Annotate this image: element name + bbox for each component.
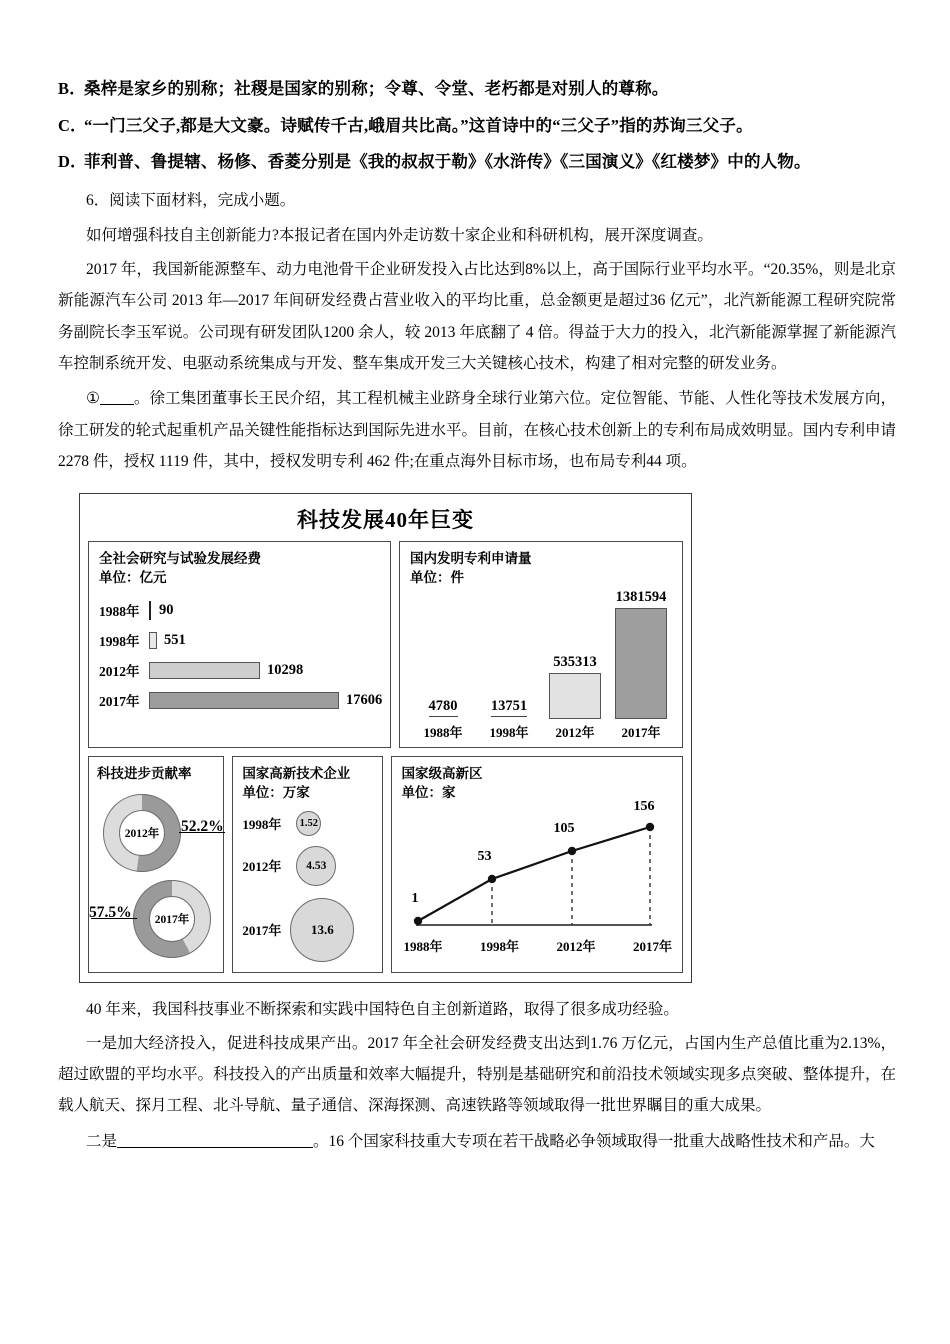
bar-column [476, 589, 542, 719]
axis-tick-label: 2012年 [556, 938, 596, 954]
bar-value-label: 4780 [429, 698, 458, 717]
bubble-shape [296, 811, 321, 836]
axis-tick-label: 1988年 [423, 725, 463, 741]
chart-patent-applications-unit: 单位：件 [410, 569, 464, 585]
bar-value-label: 13751 [491, 698, 527, 717]
chart-tech-contribution-rate-title: 科技进步贡献率 [97, 766, 192, 782]
infographic-top-row [88, 541, 683, 748]
bar-value-label: 90 [159, 601, 174, 618]
bubble-value-label: 13.6 [310, 921, 334, 937]
chart-patent-applications-header [410, 550, 674, 587]
bar-value-label: 10298 [267, 661, 304, 678]
chart-rd-expenditure-title: 全社会研究与试验发展经费 [99, 551, 261, 567]
choice-letter-d: D． [58, 152, 87, 172]
bar-value-label: 551 [164, 631, 186, 648]
bar-shape [149, 662, 260, 679]
infographic-bottom-row [88, 756, 683, 973]
bar-column [410, 589, 476, 719]
chart-national-hightech-zones-plot [402, 798, 674, 955]
chart-patent-applications-axis-labels [410, 722, 674, 741]
bar-column [608, 589, 674, 719]
chart-rd-expenditure-bars [99, 596, 381, 714]
chart-national-hightech-zones-unit: 单位：家 [401, 785, 456, 801]
bar-row [99, 596, 381, 624]
bubble-shape [296, 846, 336, 886]
point-value-label: 156 [633, 798, 655, 814]
bubble-year-label: 2017年 [242, 923, 282, 939]
fill-in-blank-1[interactable] [100, 389, 134, 406]
paragraph-xugong [58, 383, 896, 477]
bar-row [99, 686, 381, 714]
axis-tick-label: 1998年 [480, 938, 520, 954]
bar-category-label: 1998年 [99, 634, 140, 650]
paragraph-xugong-text: 。徐工集团董事长王民介绍，其工程机械主业跻身全球行业第六位。定位智能、节能、人性化等技术发展方向，徐工研发的轮式起重机产品关键性能指标达到国际先进水平。目前，在核心技术创新上的专利布局成效明显。国内专利申请2278 件，授权 1119 件，其中，授权发明专利 462 件;在重点海外目标市场，也布局专利44 项。 [58, 390, 896, 470]
line-chart-svg [402, 805, 674, 955]
donut-center-label-2017: 2017年 [149, 896, 195, 942]
choice-text-c: “一门三父子,都是大文豪。诗赋传千古,峨眉共比高。”这首诗中的“三父子”指的苏询三父子。 [84, 115, 753, 135]
axis-tick-label: 2012年 [555, 725, 595, 741]
axis-tick-label: 1998年 [489, 725, 529, 741]
axis-tick-label: 1988年 [403, 938, 443, 954]
chart-tech-contribution-rate [88, 756, 224, 973]
chart-patent-applications [399, 541, 683, 748]
choice-option-c[interactable] [58, 113, 896, 139]
bubble-year-label: 1998年 [242, 816, 282, 832]
second-experience-prefix: 二是 [86, 1132, 118, 1150]
bar-column [542, 589, 608, 719]
chart-tech-contribution-rate-header [97, 765, 217, 784]
choice-letter-b: B． [58, 79, 86, 98]
bar-category-label: 2017年 [99, 694, 140, 710]
choice-option-d[interactable] [58, 149, 896, 175]
bar-value-label: 1381594 [615, 589, 667, 606]
bar-shape [149, 601, 152, 620]
page-content [58, 76, 896, 1161]
bar-category-label: 2012年 [99, 664, 140, 680]
point-value-label: 53 [477, 848, 492, 864]
bar-shape [149, 692, 339, 709]
blank-marker-1: ① [86, 390, 100, 408]
paragraph-2017-investment: 2017 年，我国新能源整车、动力电池骨干企业研发投入占比达到8%以上，高于国际行业平均水平。“20.35%，则是北京新能源汽车公司 2013 年—2017 年间研发经费占营业收入的平均比重，总金额更是超过36 亿元”，北汽新能源工程研究院常务副院长李玉军说。公司现有研发团队1200 余人，较 2013 年底翻了 4 倍。得益于大力的投入，北汽新能源掌握了新能源汽车控制系统开发、电驱动系统集成与开发、整车集成开发三大关键核心技术，构建了相对完整的研发业务。 [58, 261, 896, 373]
chart-patent-applications-title: 国内发明专利申请量 [410, 551, 532, 567]
paragraph-intro: 如何增强科技自主创新能力?本报记者在国内外走访数十家企业和科研机构，展开深度调查。 [86, 227, 713, 245]
chart-hightech-enterprises [232, 756, 382, 973]
chart-national-hightech-zones [391, 756, 683, 973]
chart-national-hightech-zones-title: 国家级高新区 [401, 766, 483, 782]
donut-2017 [133, 880, 211, 958]
chart-hightech-enterprises-unit: 单位：万家 [242, 785, 310, 801]
point-value-label: 1 [411, 890, 419, 906]
choice-letter-c: C． [58, 115, 87, 135]
paragraph-first-experience: 一是加大经济投入，促进科技成果产出。2017 年全社会研发经费支出达到1.76 万亿元，占国内生产总值比重为2.13%，超过欧盟的平均水平。科技投入的产出质量和效率大幅提升，特别是基础研究和前沿技术领域实现多点突破、整体提升，在载人航天、探月工程、北斗导航、量子通信、深海探测、高速铁路等领域取得一批世界瞩目的重大成果。 [58, 1034, 896, 1115]
chart-rd-expenditure-header [99, 550, 381, 587]
paragraph-40years: 40 年来，我国科技事业不断探索和实践中国特色自主创新道路，取得了很多成功经验。 [86, 1001, 679, 1019]
chart-patent-applications-plot [410, 589, 674, 741]
question-prompt: 6．阅读下面材料，完成小题。 [86, 191, 296, 209]
point-value-label: 105 [553, 820, 575, 836]
donut-center-label-2012: 2012年 [119, 810, 165, 856]
donut-percent-2017: 57.5% [89, 904, 132, 922]
chart-tech-contribution-rate-plot [89, 788, 224, 964]
bar-shape [549, 673, 601, 719]
bar-row [99, 656, 381, 684]
bubble-row [242, 811, 375, 836]
axis-tick-label: 2017年 [621, 725, 661, 741]
infographic-title: 科技发展40年巨变 [297, 508, 474, 533]
chart-hightech-enterprises-title: 国家高新技术企业 [242, 766, 351, 782]
bubble-row [242, 898, 375, 962]
bubble-row [242, 846, 375, 886]
chart-rd-expenditure [88, 541, 391, 748]
bar-category-label: 1988年 [99, 604, 140, 620]
bar-value-label: 535313 [553, 654, 597, 671]
second-experience-rest: 。16 个国家科技重大专项在若干战略必争领域取得一批重大战略性技术和产品。大 [313, 1132, 875, 1150]
bubble-value-label: 1.52 [299, 817, 318, 829]
bar-row [99, 626, 381, 654]
donut-percent-2012: 52.2% [181, 818, 224, 836]
chart-hightech-enterprises-header [242, 765, 375, 802]
chart-national-hightech-zones-axis-labels [402, 936, 674, 955]
donut-2012 [103, 794, 181, 872]
axis-tick-label: 2017年 [632, 938, 672, 954]
choice-text-b: 桑梓是家乡的别称；社稷是国家的别称；令尊、令堂、老朽都是对别人的尊称。 [84, 79, 669, 98]
bar-value-label: 17606 [346, 691, 383, 708]
paragraph-second-experience [58, 1126, 896, 1157]
choice-text-d: 菲利普、鲁提辖、杨修、香菱分别是《我的叔叔于勒》《水浒传》《三国演义》《红楼梦》中的人物。 [84, 152, 811, 172]
bubble-year-label: 2012年 [242, 859, 282, 875]
bubble-shape [290, 898, 354, 962]
bubble-value-label: 4.53 [306, 859, 327, 872]
bar-shape [615, 608, 667, 719]
bar-shape [149, 632, 157, 649]
chart-national-hightech-zones-header [402, 765, 674, 802]
chart-rd-expenditure-unit: 单位：亿元 [99, 569, 167, 585]
infographic-figure [79, 493, 692, 983]
fill-in-blank-2[interactable] [117, 1131, 313, 1148]
choice-option-b[interactable] [58, 76, 896, 102]
